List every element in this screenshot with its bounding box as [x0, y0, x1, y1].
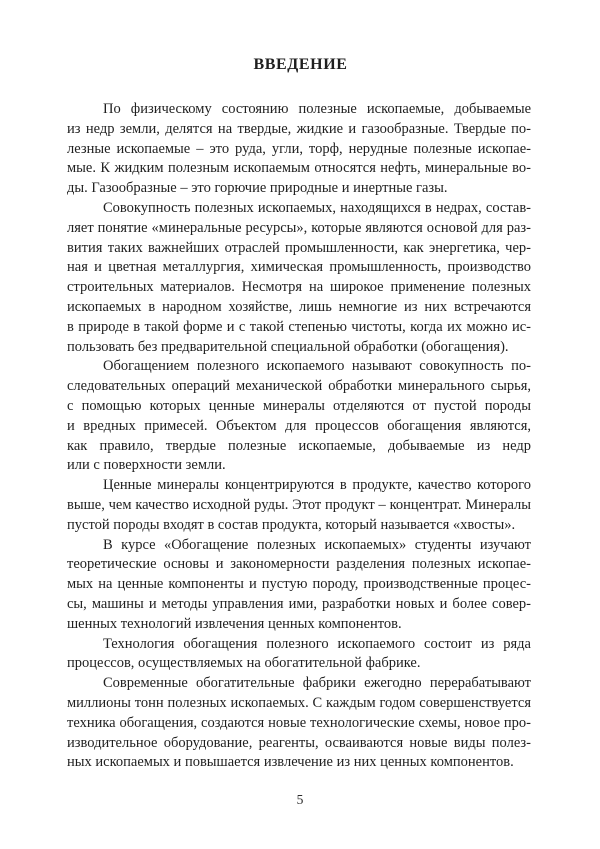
paragraph	[67, 536, 531, 635]
text-line: Ценные минералы концентрируются в продукте, качество которого	[103, 477, 531, 494]
text-line: ных ископаемых и повышается извлечение из них ценных компонентов.	[67, 754, 514, 771]
paragraph	[67, 674, 531, 773]
document-body	[67, 100, 531, 773]
text-line: и вредных примесей. Объектом для процессов обогащения являются,	[67, 417, 531, 434]
text-line: пользовать без предварительной специальной обработки (обогащения).	[67, 338, 509, 355]
text-line: мых на ценные компоненты и пустую породу, производственные процес-	[67, 576, 531, 593]
text-line: в природе в такой форме и с такой степенью чистоты, когда их можно ис-	[67, 318, 531, 335]
text-line: следовательных операций механической обработки минерального сырья,	[67, 378, 531, 395]
text-line: с помощью которых ценные минералы отделяются от пустой породы	[67, 397, 531, 414]
text-line: мые. К жидким полезным ископаемым относятся нефть, минеральные во-	[67, 160, 531, 177]
text-line: процессов, осуществляемых на обогатительной фабрике.	[67, 655, 421, 672]
text-line: Современные обогатительные фабрики ежегодно перерабатывают	[103, 675, 531, 692]
text-line: или с поверхности земли.	[67, 457, 226, 474]
text-line: миллионы тонн полезных ископаемых. С каждым годом совершенствуется	[67, 694, 531, 711]
paragraph	[67, 476, 531, 535]
text-line: ископаемых в народном хозяйстве, лишь немногие из них встречаются	[67, 298, 531, 315]
text-line: теоретические основы и закономерности разделения полезных ископае-	[67, 556, 531, 573]
text-line: шенных технологий извлечения ценных компонентов.	[67, 615, 402, 632]
text-line: строительных материалов. Несмотря на широкое применение полезных	[67, 279, 531, 296]
text-line: как правило, твердые полезные ископаемые, добываемые из недр	[67, 437, 531, 454]
text-line: сы, машины и методы управления ими, разработки новых и более совер-	[67, 595, 531, 612]
paragraph	[67, 100, 531, 199]
text-line: пустой породы входят в состав продукта, который называется «хвосты».	[67, 516, 516, 533]
paragraph	[67, 635, 531, 675]
text-line: вития таких важнейших отраслей промышленности, как энергетика, чер-	[67, 239, 531, 256]
text-line: Совокупность полезных ископаемых, находящихся в недрах, состав-	[103, 199, 531, 216]
text-line: лезные ископаемые – это руда, угли, торф, нерудные полезные ископае-	[67, 140, 531, 157]
text-line: ная и цветная металлургия, химическая промышленность, производство	[67, 259, 531, 276]
paragraph	[67, 199, 531, 357]
text-line: изводительное оборудование, реагенты, осваиваются новые виды полез-	[67, 734, 531, 751]
text-line: В курсе «Обогащение полезных ископаемых» студенты изучают	[103, 536, 531, 553]
text-line: из недр земли, делятся на твердые, жидкие и газообразные. Твердые по-	[67, 120, 531, 137]
text-line: выше, чем качество исходной руды. Этот продукт – концентрат. Минералы	[67, 496, 531, 513]
page-number: 5	[296, 792, 304, 807]
text-line: техника обогащения, создаются новые технологические схемы, новое про-	[67, 714, 531, 731]
text-line: Технология обогащения полезного ископаемого состоит из ряда	[103, 635, 531, 652]
paragraph	[67, 357, 531, 476]
text-line: Обогащением полезного ископаемого называют совокупность по-	[103, 358, 531, 375]
text-line: ляет понятие «минеральные ресурсы», которые являются основой для раз-	[67, 219, 531, 236]
text-line: По физическому состоянию полезные ископаемые, добываемые	[103, 101, 531, 117]
page-title: ВВЕДЕНИЕ	[253, 56, 348, 73]
text-line: ды. Газообразные – это горючие природные и инертные газы.	[67, 180, 448, 197]
